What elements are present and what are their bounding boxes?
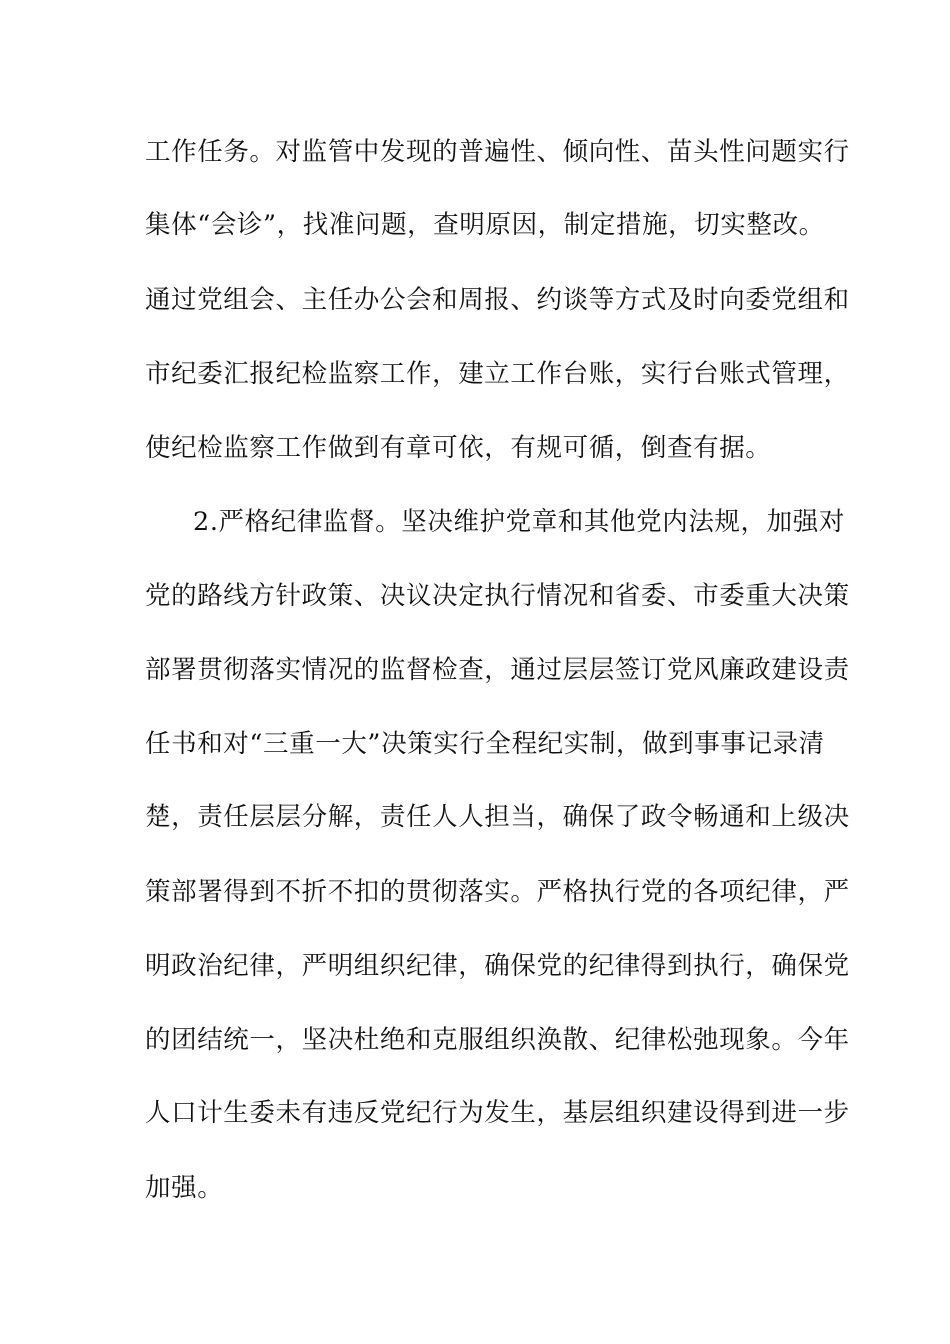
text-line: 任书和对“三重一大”决策实行全程纪实制，做到事事记录清 [145,729,825,759]
text-line: 加强。 [145,1173,224,1203]
text-line: 明政治纪律，严明组织纪律，确保党的纪律得到执行，确保党 [145,951,850,981]
text-line: 楚，责任层层分解，责任人人担当，确保了政令畅通和上级决 [145,802,850,832]
text-line: 策部署得到不折不扣的贯彻落实。严格执行党的各项纪律，严 [145,877,850,907]
text-line: 部署贯彻落实情况的监督检查，通过层层签订党风廉政建设责 [145,655,850,685]
text-line: 通过党组会、主任办公会和周报、约谈等方式及时向委党组和 [145,285,850,315]
text-line: 集体“会诊”，找准问题，查明原因，制定措施，切实整改。 [145,210,825,240]
text-line: 人口计生委未有违反党纪行为发生，基层组织建设得到进一步 [145,1098,850,1128]
text-line: 工作任务。对监管中发现的普遍性、倾向性、苗头性问题实行 [145,137,850,167]
text-line: 党的路线方针政策、决议决定执行情况和省委、市委重大决策 [145,581,850,611]
text-line: 的团结统一，坚决杜绝和克服组织涣散、纪律松弛现象。今年 [145,1025,850,1055]
paragraph-heading-line: 2.严格纪律监督。坚决维护党章和其他党内法规，加强对 [193,507,845,537]
text-line: 使纪检监察工作做到有章可依，有规可循，倒查有据。 [145,433,772,463]
text-line: 市纪委汇报纪检监察工作，建立工作台账，实行台账式管理， [145,359,850,389]
